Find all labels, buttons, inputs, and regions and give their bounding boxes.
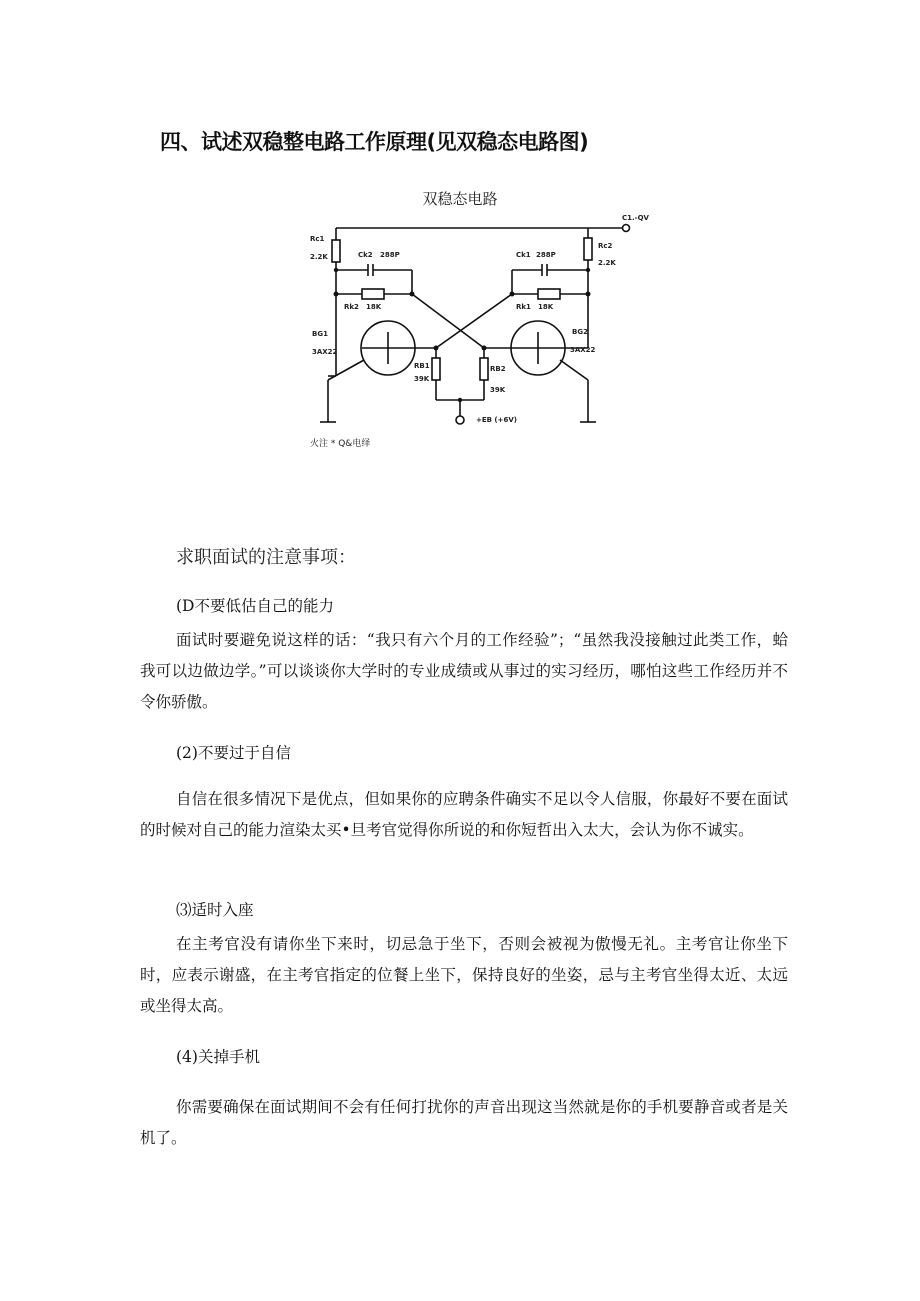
circuit-junctions (334, 268, 591, 402)
label-bg2: BG2 (572, 328, 588, 336)
label-ck1-value: 288P (536, 251, 556, 259)
figure-title: 双稳态电路 (422, 190, 498, 208)
section-heading: 四、试述双稳整电路工作原理(见双稳态电路图) (160, 130, 589, 154)
tip-1-title: (D不要低估自己的能力 (176, 597, 334, 615)
tip-4-text: 你需要确保在面试期间不会有任何打扰你的声音出现这当然就是你的手机要静音或者是关机了。 (140, 1098, 788, 1147)
tip-3-text: 在主考官没有请你坐下来时，切忌急于坐下，否则会被视为傲慢无礼。主考官让你坐下时，应表示谢盛，在主考官指定的位餐上坐下，保持良好的坐姿，忌与主考官坐得太近、太远或坐得太高。 (140, 935, 788, 1015)
label-rb2-value: 39K (490, 386, 506, 394)
label-rc1: Rc1 (310, 235, 325, 243)
tip-2-title: (2)不要过于自信 (176, 744, 291, 762)
interview-tips-title: 求职面试的注意事项： (176, 547, 356, 568)
tip-1-text: 面试时要避免说这样的话：“我只有六个月的工作经验”；“虽然我没接触过此类工作，蛤我可以边做边学。”可以谈谈你大学时的专业成绩或从事过的实习经历，哪怕这些工作经历并不令你骄傲。 (140, 631, 788, 711)
label-rb1-value: 39K (414, 375, 430, 383)
label-supply: C1.-QV (622, 214, 649, 222)
label-rk2: Rk2 (344, 303, 359, 311)
label-rc2-value: 2.2K (598, 259, 616, 267)
label-rb1: RB1 (414, 362, 430, 370)
tip-3-title: ⑶适时入座 (176, 901, 254, 919)
label-eb: +EB (+6V) (476, 416, 517, 424)
label-rk2-value: 18K (366, 303, 382, 311)
label-rb2: RB2 (490, 365, 506, 373)
label-rk1-value: 18K (538, 303, 554, 311)
label-rc2: Rc2 (598, 242, 613, 250)
bistable-circuit-diagram (300, 208, 649, 456)
tip-4-title: (4)关掉手机 (176, 1048, 260, 1066)
figure-caption: 火注 * Q&电绎 (310, 439, 371, 449)
label-rk1: Rk1 (516, 303, 531, 311)
tip-2-text: 自信在很多情况下是优点，但如果你的应聘条件确实不足以令人信服，你最好不要在面试的时候对自己的能力渲染太买•旦考官觉得你所说的和你短哲出入太大，会认为你不诚实。 (140, 790, 788, 839)
label-ck2: Ck2 (358, 251, 373, 259)
label-rc1-value: 2.2K (310, 253, 328, 261)
label-bg2-model: 3AX22 (570, 346, 596, 354)
label-ck2-value: 288P (380, 251, 400, 259)
label-ck1: Ck1 (516, 251, 531, 259)
label-bg1: BG1 (312, 330, 328, 338)
label-bg1-model: 3AX22 (312, 348, 338, 356)
